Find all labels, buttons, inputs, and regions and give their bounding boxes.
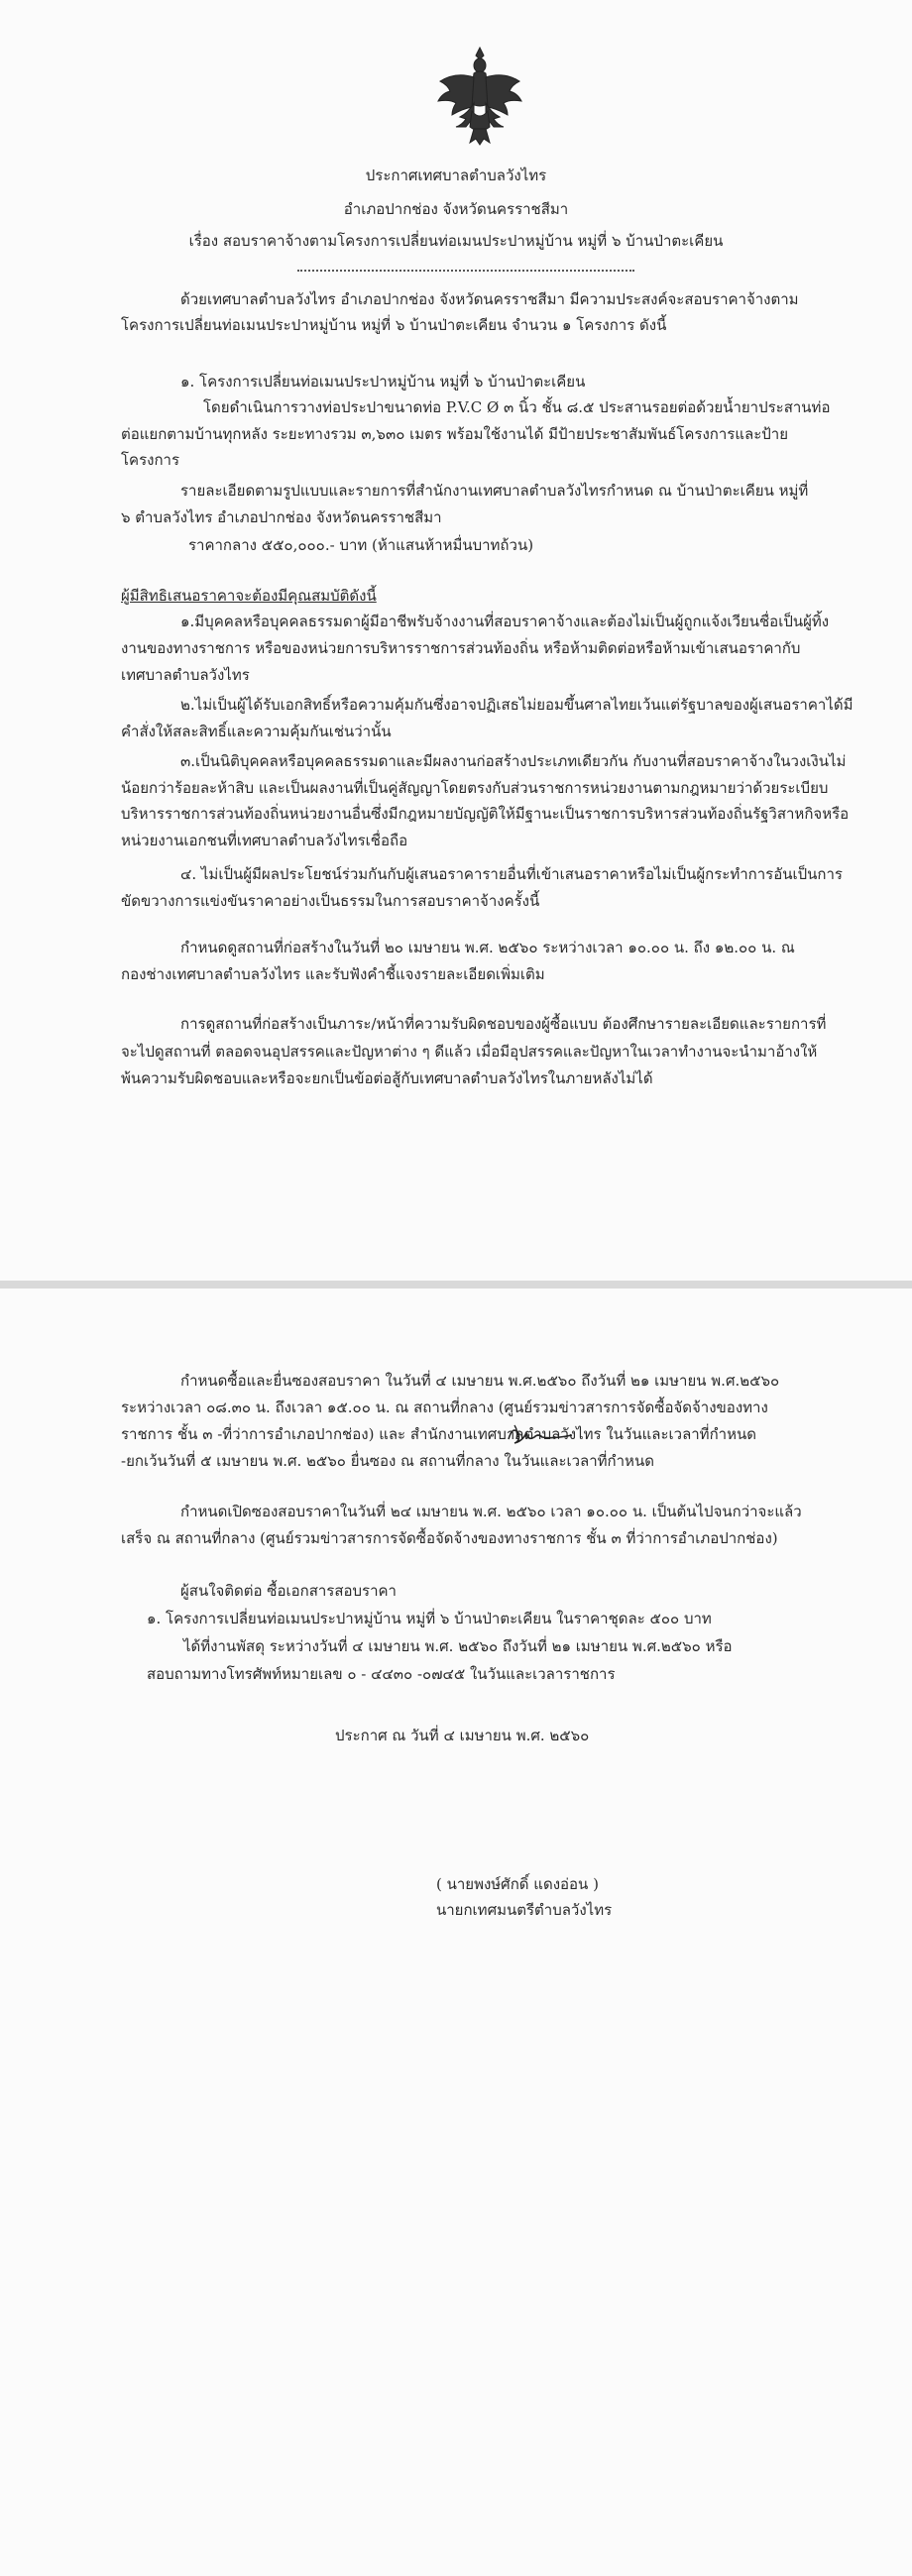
handwritten-signature-icon [501, 1417, 580, 1453]
contact-line: ๑. โครงการเปลี่ยนท่อเมนประปาหมู่บ้าน หมู่ที่ ๖ บ้านป่าตะเคียน ในราคาชุดละ ๕๐๐ บาท [147, 1610, 712, 1627]
qualification-line: น้อยกว่าร้อยละห้าสิบ และเป็นผลงานที่เป็นคู่สัญญาโดยตรงกับส่วนราชการหน่วยงานตามกฎหมายว่าด้วยระเบียบ [121, 779, 829, 797]
reference-price: ราคากลาง ๕๕๐,๐๐๐.- บาท (ห้าแสนห้าหมื่นบาทถ้วน) [188, 536, 534, 554]
contact-heading: ผู้สนใจติดต่อ ซื้อเอกสารสอบราคา [180, 1582, 397, 1600]
document-page-1 [0, 0, 912, 1281]
qualification-line: ขัดขวางการแข่งขันราคาอย่างเป็นธรรมในการสอบราคาจ้างครั้งนี้ [121, 892, 540, 910]
bid-submission-line: ระหว่างเวลา ๐๘.๓๐ น. ถึงเวลา ๑๕.๐๐ น. ณ สถานที่กลาง (ศูนย์รวมข่าวสารการจัดซื้อจัดจ้างของทาง [121, 1399, 768, 1416]
garuda-emblem-icon [436, 40, 523, 149]
contact-line: ได้ที่งานพัสดุ ระหว่างวันที่ ๔ เมษายน พ.ศ. ๒๕๖๐ ถึงวันที่ ๒๑ เมษายน พ.ศ.๒๕๖๐ หรือ [183, 1637, 733, 1655]
responsibility-line: พ้นความรับผิดชอบและหรือจะยกเป็นข้อต่อสู้กับเทศบาลตำบลวังไทรในภายหลังไม่ได้ [121, 1069, 653, 1087]
bid-opening-line: กำหนดเปิดซองสอบราคาในวันที่ ๒๔ เมษายน พ.ศ. ๒๕๖๐ เวลา ๑๐.๐๐ น. เป็นต้นไปจนกว่าจะแล้ว [180, 1503, 802, 1520]
project-line: โครงการ [121, 451, 180, 469]
bid-submission-line: ราชการ ชั้น ๓ -ที่ว่าการอำเภอปากช่อง) และ สำนักงานเทศบาลตำบลวังไทร ในวันและเวลาที่กำหนด [121, 1425, 756, 1443]
announcement-date: ประกาศ ณ วันที่ ๔ เมษายน พ.ศ. ๒๕๖๐ [335, 1727, 590, 1744]
responsibility-line: การดูสถานที่ก่อสร้างเป็นภาระ/หน้าที่ความรับผิดชอบของผู้ซื้อแบบ ต้องศึกษารายละเอียดและรายการที่ [180, 1015, 827, 1033]
signatory-title: นายกเทศมนตรีตำบลวังไทร [436, 1901, 613, 1919]
project-line: ต่อแยกตามบ้านทุกหลัง ระยะทางรวม ๓,๖๓๐ เมตร พร้อมใช้งานได้ มีป้ายประชาสัมพันธ์โครงการและป้าย [121, 425, 788, 443]
qualification-line: เทศบาลตำบลวังไทร [121, 666, 250, 684]
issuer-district: อำเภอปากช่อง จังหวัดนครราชสีมา [343, 200, 569, 218]
bid-opening-line: เสร็จ ณ สถานที่กลาง (ศูนย์รวมข่าวสารการจัดซื้อจัดจ้างของทางราชการ ชั้น ๓ ที่ว่าการอำเภอปากช่อง) [121, 1529, 778, 1547]
separator-dots [297, 270, 634, 272]
qualification-line: หน่วยงานเอกชนที่เทศบาลตำบลวังไทรเชื่อถือ [121, 832, 408, 849]
qualifications-heading: ผู้มีสิทธิเสนอราคาจะต้องมีคุณสมบัติดังนี้ [121, 587, 377, 605]
intro-line: ด้วยเทศบาลตำบลวังไทร อำเภอปากช่อง จังหวัดนครราชสีมา มีความประสงค์จะสอบราคาจ้างตาม [180, 290, 799, 308]
contact-line: สอบถามทางโทรศัพท์หมายเลข ๐ - ๔๔๓๐ -๐๗๔๕ ในวันและเวลาราชการ [147, 1665, 616, 1683]
project-line: ๑. โครงการเปลี่ยนท่อเมนประปาหมู่บ้าน หมู่ที่ ๖ บ้านป่าตะเคียน [180, 373, 586, 391]
project-line: รายละเอียดตามรูปแบบและรายการที่สำนักงานเทศบาลตำบลวังไทรกำหนด ณ บ้านป่าตะเคียน หมู่ที่ [180, 482, 809, 500]
qualification-line: ๓.เป็นนิติบุคคลหรือบุคคลธรรมดาและมีผลงานก่อสร้างประเภทเดียวกัน กับงานที่สอบราคาจ้างในวงเงินไม่ [180, 752, 847, 770]
intro-line: โครงการเปลี่ยนท่อเมนประปาหมู่บ้าน หมู่ที่ ๖ บ้านป่าตะเคียน จำนวน ๑ โครงการ ดังนี้ [121, 316, 667, 334]
document-page-2 [0, 1288, 912, 2576]
qualification-line: ๑.มีบุคคลหรือบุคคลธรรมดาผู้มีอาชีพรับจ้างงานที่สอบราคาจ้างและต้องไม่เป็นผู้ถูกแจ้งเวียนชื่อเป็นผู้ทิ้ง [180, 613, 830, 630]
qualification-line: ๒.ไม่เป็นผู้ได้รับเอกสิทธิ์หรือความคุ้มกันซึ่งอาจปฏิเสธไม่ยอมขึ้นศาลไทยเว้นแต่รัฐบาลของผู้เสนอราคาได้มี [180, 696, 854, 714]
qualification-line: ๔. ไม่เป็นผู้มีผลประโยชน์ร่วมกันกับผู้เสนอราคารายอื่นที่เข้าเสนอราคาหรือไม่เป็นผู้กระทำการอันเป็นการ [180, 865, 843, 883]
bid-submission-line: -ยกเว้นวันที่ ๕ เมษายน พ.ศ. ๒๕๖๐ ยื่นซอง ณ สถานที่กลาง ในวันและเวลาที่กำหนด [121, 1452, 654, 1470]
subject-line: เรื่อง สอบราคาจ้างตามโครงการเปลี่ยนท่อเมนประปาหมู่บ้าน หมู่ที่ ๖ บ้านป่าตะเคียน [188, 232, 724, 250]
project-line: ๖ ตำบลวังไทร อำเภอปากช่อง จังหวัดนครราชสีมา [121, 508, 442, 526]
site-visit-line: กองช่างเทศบาลตำบลวังไทร และรับฟังคำชี้แจงรายละเอียดเพิ่มเติม [121, 965, 545, 983]
bid-submission-line: กำหนดซื้อและยื่นซองสอบราคา ในวันที่ ๔ เมษายน พ.ศ.๒๕๖๐ ถึงวันที่ ๒๑ เมษายน พ.ศ.๒๕๖๐ [180, 1372, 780, 1390]
qualification-line: คำสั่งให้สละสิทธิ์และความคุ้มกันเช่นว่านั้น [121, 723, 392, 740]
signatory-name: ( นายพงษ์ศักดิ์ แดงอ่อน ) [436, 1875, 599, 1893]
project-line: โดยดำเนินการวางท่อประปาขนาดท่อ P.V.C Ø ๓ นิ้ว ชั้น ๘.๕ ประสานรอยต่อด้วยน้ำยาประสานท่อ [203, 398, 831, 416]
qualification-line: บริหารราชการส่วนท้องถิ่นหน่วยงานอื่นซึ่งมีกฎหมายบัญญัติให้มีฐานะเป็นราชการบริหารส่วนท้องถิ่นรัฐวิสาหกิจหรือ [121, 805, 850, 823]
issuer-title: ประกาศเทศบาลตำบลวังไทร [365, 167, 547, 184]
qualification-line: งานของทางราชการ หรือของหน่วยการบริหารราชการส่วนท้องถิ่น หรือห้ามติดต่อหรือห้ามเข้าเสนอราคากับ [121, 639, 801, 657]
responsibility-line: จะไปดูสถานที่ ตลอดจนอุปสรรคและปัญหาต่าง ๆ ดีแล้ว เมื่อมีอุปสรรคและปัญหาในเวลาทำงานจะนำมาอ้างให้ [121, 1043, 818, 1061]
site-visit-line: กำหนดดูสถานที่ก่อสร้างในวันที่ ๒๐ เมษายน พ.ศ. ๒๕๖๐ ระหว่างเวลา ๑๐.๐๐ น. ถึง ๑๒.๐๐ น. ณ [180, 939, 795, 956]
